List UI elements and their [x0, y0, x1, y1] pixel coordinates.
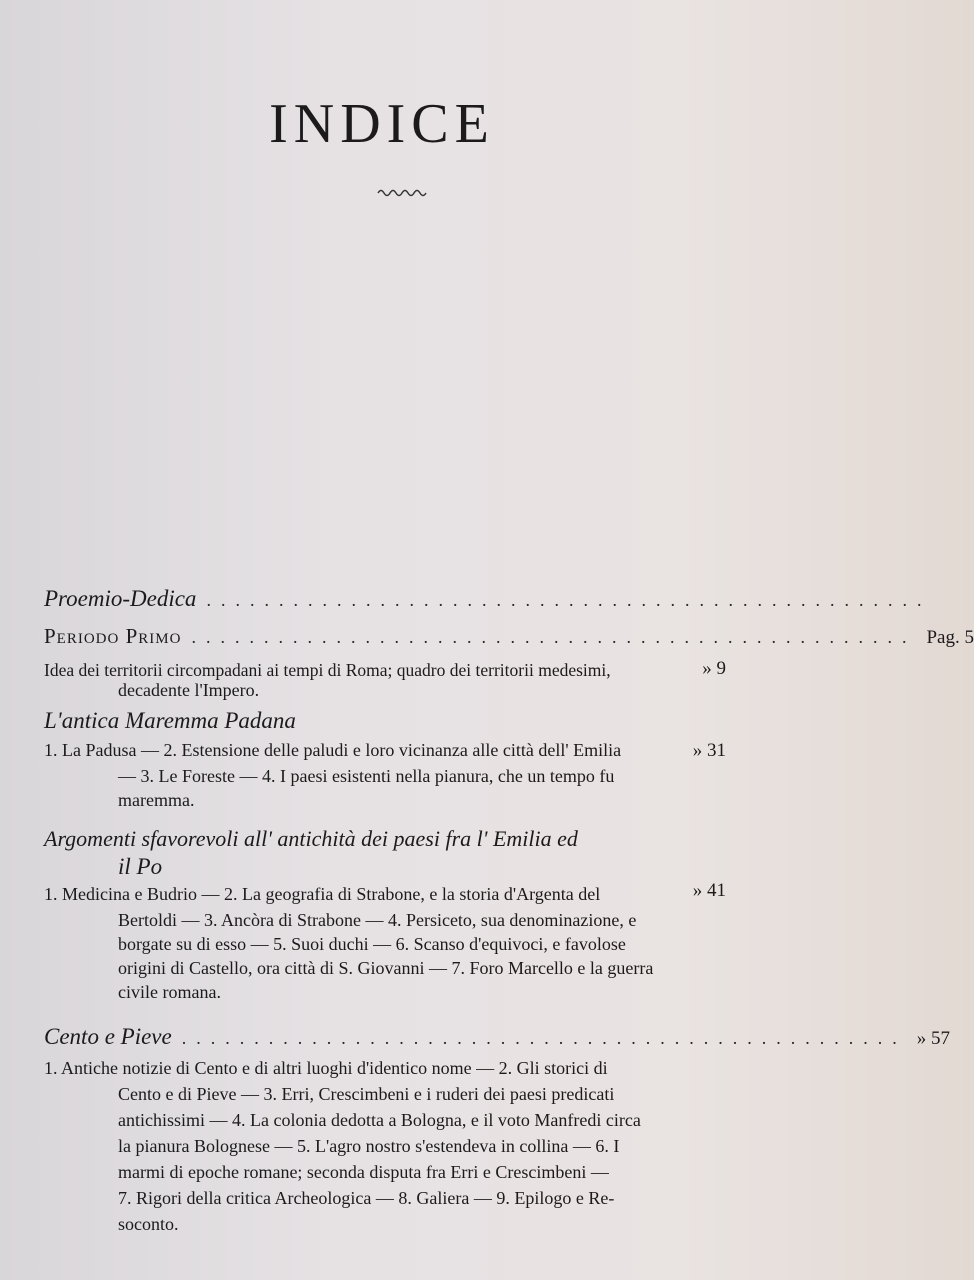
toc-entry-proemio: [44, 586, 932, 612]
toc-desc-line: antichissimi — 4. La colonia dedotta a Bologna, e il voto Manfredi circa: [118, 1110, 641, 1130]
toc-desc-line: 1. Antiche notizie di Cento e di altri luoghi d'identico nome — 2. Gli storici di: [44, 1058, 608, 1078]
toc-entry-periodo-primo: [44, 624, 974, 649]
toc-entry-argomenti: [118, 854, 720, 880]
toc-desc-line: 7. Rigori della critica Archeologica — 8. Galiera — 9. Epilogo e Re-: [118, 1188, 615, 1208]
toc-desc-line: maremma.: [118, 790, 195, 810]
toc-heading: Cento e Pieve: [44, 1024, 172, 1049]
toc-page: » 31: [692, 740, 726, 761]
toc-heading: Proemio-Dedica: [44, 586, 197, 611]
toc-page: Pag. 5: [926, 627, 974, 648]
page-title: INDICE: [269, 93, 495, 155]
toc-entry-maremma: [44, 708, 720, 734]
toc-desc-line: Bertoldi — 3. Ancòra di Strabone — 4. Persiceto, sua denominazione, e: [118, 910, 637, 930]
toc-desc-line: 1. Medicina e Budrio — 2. La geografia di Strabone, e la storia d'Argenta del: [44, 884, 601, 904]
toc-desc-line: borgate su di esso — 5. Suoi duchi — 6. Scanso d'equivoci, e favolose: [118, 934, 626, 954]
toc-desc-line: origini di Castello, ora città di S. Giovanni — 7. Foro Marcello e la guerra: [118, 958, 654, 978]
toc-desc-line: Cento e di Pieve — 3. Erri, Crescimbeni e i ruderi dei paesi predicati: [118, 1084, 615, 1104]
toc-desc-line: Idea dei territorii circompadani ai tempi di Roma; quadro dei territorii medesimi,: [44, 660, 611, 680]
toc-desc-line: 1. La Padusa — 2. Estensione delle paludi e loro vicinanza alle città dell' Emilia: [44, 740, 622, 760]
dot-leader: ..................................................: [181, 1028, 907, 1048]
wavy-ornament-icon: [376, 186, 432, 200]
toc-desc-line-1: [44, 880, 726, 905]
toc-desc-line: decadente l'Impero.: [118, 680, 260, 700]
toc-page: » 9: [702, 658, 726, 679]
toc-heading: L'antica Maremma Padana: [44, 708, 296, 733]
toc-desc-line: la pianura Bolognese — 5. L'agro nostro s'estendeva in collina — 6. I: [118, 1136, 620, 1156]
toc-page: » 57: [916, 1028, 950, 1049]
toc-heading: Periodo Primo: [44, 624, 182, 648]
dot-leader: ..................................................: [191, 627, 917, 647]
toc-entry-idea: [44, 658, 726, 681]
toc-heading-line: Argomenti sfavorevoli all' antichità dei paesi fra l' Emilia ed: [44, 826, 578, 851]
toc-desc-line-1: [44, 740, 726, 761]
dot-leader: ..................................................: [206, 590, 932, 610]
toc-entry-cento: [44, 1024, 950, 1050]
toc-desc-line: marmi di epoche romane; seconda disputa fra Erri e Crescimbeni —: [118, 1162, 609, 1182]
toc-desc-line: soconto.: [118, 1214, 179, 1234]
toc-desc-line: — 3. Le Foreste — 4. I paesi esistenti nella pianura, che un tempo fu: [118, 766, 615, 786]
toc-heading-line: il Po: [118, 854, 163, 879]
toc-desc-line: civile romana.: [118, 982, 221, 1002]
toc-page: » 41: [692, 880, 726, 901]
